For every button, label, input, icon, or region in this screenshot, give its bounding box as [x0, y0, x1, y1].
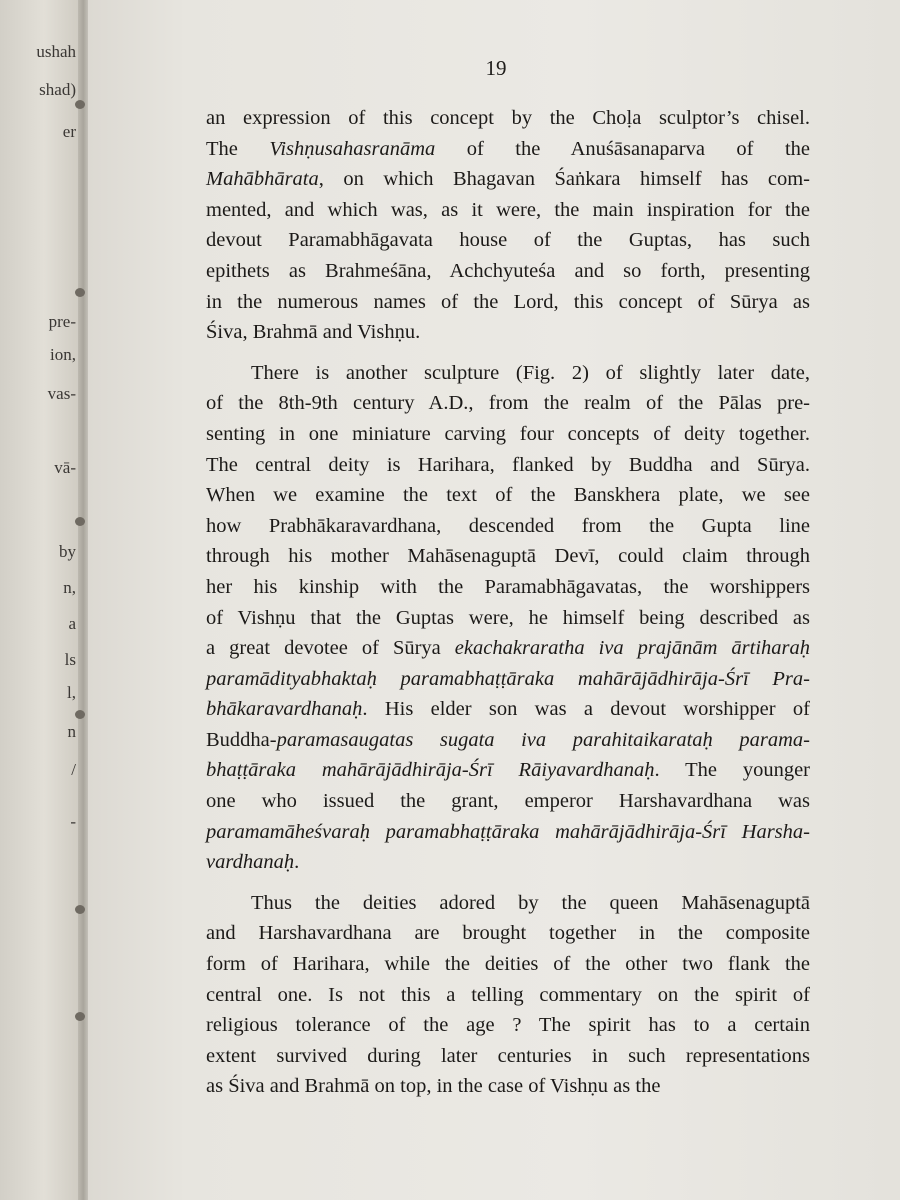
text-line	[206, 480, 810, 511]
text-segment: devout Paramabhāgavata house of the Guptas, has such	[206, 229, 810, 252]
text-line	[206, 103, 810, 134]
text-line	[206, 419, 810, 450]
text-line	[206, 358, 810, 389]
facing-page-fragment: ls	[64, 650, 76, 669]
binding-stitch	[75, 288, 85, 297]
text-segment: . His elder son was a devout worshipper of	[362, 698, 810, 721]
text-line	[206, 888, 810, 919]
facing-page-fragment: shad)	[39, 80, 76, 99]
text-line	[206, 755, 810, 786]
text-line	[206, 786, 810, 817]
text-line	[206, 1010, 810, 1041]
book-page	[88, 0, 900, 1200]
paragraph-gap	[206, 348, 810, 358]
text-segment: of the 8th-9th century A.D., from the realm of the Pālas pre-	[206, 392, 810, 415]
italic-text: bhākaravardhanaḥ	[206, 698, 363, 721]
text-line	[206, 817, 810, 848]
text-segment: .	[294, 851, 300, 874]
paragraph	[206, 103, 810, 348]
text-segment: , on which Bhagavan Śaṅkara himself has com-	[318, 168, 810, 191]
text-line	[206, 1071, 810, 1102]
text-line	[206, 664, 810, 695]
text-line	[206, 949, 810, 980]
text-segment: and Harshavardhana are brought together in the composite	[206, 922, 810, 945]
text-segment: The central deity is Harihara, flanked by Buddha and Sūrya.	[206, 453, 810, 476]
text-segment: a great devotee of Sūrya	[206, 637, 455, 660]
text-line	[206, 603, 810, 634]
text-line	[206, 511, 810, 542]
text-line	[206, 694, 810, 725]
text-line	[206, 725, 810, 756]
text-line	[206, 164, 810, 195]
text-segment: through his mother Mahāsenaguptā Devī, could claim through	[206, 545, 810, 568]
text-segment: There is another sculpture (Fig. 2) of slightly later date,	[251, 361, 810, 384]
facing-page-fragment: ion,	[50, 345, 76, 364]
text-segment: form of Harihara, while the deities of the other two flank the	[206, 953, 810, 976]
facing-page-fragment: by	[59, 542, 76, 561]
binding-stitch	[75, 517, 85, 526]
text-line	[206, 980, 810, 1011]
text-segment: of Vishṇu that the Guptas were, he himself being described as	[206, 606, 810, 629]
italic-text: Vishṇusahasranāma	[269, 137, 436, 160]
text-line	[206, 633, 810, 664]
text-segment: central one. Is not this a telling commentary on the spirit of	[206, 983, 810, 1006]
italic-text: paramamāheśvaraḥ paramabhaṭṭāraka mahārājādhirāja-Śrī Harsha-	[206, 820, 810, 843]
text-segment: epithets as Brahmeśāna, Achchyuteśa and so forth, presenting	[206, 259, 810, 282]
text-segment: religious tolerance of the age ? The spirit has to a certain	[206, 1014, 810, 1037]
page-number-text: 19	[485, 56, 507, 80]
facing-page-fragment: a	[68, 614, 76, 633]
text-segment: Thus the deities adored by the queen Mahāsenaguptā	[251, 891, 810, 914]
text-line	[206, 918, 810, 949]
text-line	[206, 225, 810, 256]
text-line	[206, 287, 810, 318]
text-segment: how Prabhākaravardhana, descended from the Gupta line	[206, 514, 810, 537]
facing-page-fragment: ushah	[36, 42, 76, 61]
italic-text: vardhanaḥ	[206, 851, 295, 874]
facing-page-fragment: n	[67, 722, 76, 741]
facing-page	[0, 0, 80, 1200]
italic-text: paramādityabhaktaḥ paramabhaṭṭāraka mahārājādhirāja-Śrī Pra-	[206, 667, 810, 690]
binding-stitch	[75, 1012, 85, 1021]
facing-page-fragment: er	[62, 122, 76, 141]
text-line	[206, 541, 810, 572]
facing-page-fragment: l,	[67, 683, 76, 702]
text-segment: in the numerous names of the Lord, this concept of Sūrya as	[206, 290, 810, 313]
text-line	[206, 572, 810, 603]
text-segment: When we examine the text of the Banskhera plate, we see	[206, 484, 810, 507]
text-line	[206, 317, 810, 348]
page-number	[88, 56, 900, 81]
body-text	[206, 103, 810, 1102]
text-line	[206, 388, 810, 419]
text-segment: Śiva, Brahmā and Vishṇu.	[206, 321, 421, 344]
text-line	[206, 195, 810, 226]
text-segment: Buddha-	[206, 728, 277, 751]
text-segment: an expression of this concept by the Choḷa sculptor’s chisel.	[206, 107, 810, 129]
text-line	[206, 1041, 810, 1072]
facing-page-fragment: /	[71, 760, 76, 779]
text-segment: extent survived during later centuries in such representations	[206, 1044, 810, 1067]
text-line	[206, 450, 810, 481]
binding-stitch	[75, 905, 85, 914]
text-line	[206, 256, 810, 287]
text-segment: senting in one miniature carving four concepts of deity together.	[206, 422, 810, 445]
facing-page-fragment: n,	[63, 578, 76, 597]
text-segment: mented, and which was, as it were, the main inspiration for the	[206, 198, 810, 221]
text-segment: her his kinship with the Paramabhāgavatas, the worshippers	[206, 575, 810, 598]
binding-stitch	[75, 710, 85, 719]
text-segment: as Śiva and Brahmā on top, in the case of Vishṇu as the	[206, 1075, 661, 1098]
text-segment: one who issued the grant, emperor Harshavardhana was	[206, 790, 810, 813]
paragraph	[206, 358, 810, 878]
facing-page-fragment: pre-	[48, 312, 76, 331]
facing-page-fragment: -	[70, 812, 76, 831]
italic-text: ekachakraratha iva prajānām ārtiharaḥ	[454, 637, 811, 660]
facing-page-fragment: vā-	[54, 458, 76, 477]
italic-text: Mahābhārata	[206, 168, 319, 191]
paragraph	[206, 888, 810, 1102]
text-line	[206, 134, 810, 165]
binding-stitch	[75, 100, 85, 109]
text-segment: . The younger	[654, 759, 810, 782]
paragraph-gap	[206, 878, 810, 888]
text-line	[206, 847, 810, 878]
italic-text: paramasaugatas sugata iva parahitaikarataḥ parama-	[276, 728, 810, 751]
facing-page-fragment: vas-	[47, 384, 76, 403]
italic-text: bhaṭṭāraka mahārājādhirāja-Śrī Rāiyavardhanaḥ	[206, 759, 655, 782]
text-segment: The	[206, 137, 270, 160]
text-segment: of the Anuśāsanaparva of the	[435, 137, 810, 160]
